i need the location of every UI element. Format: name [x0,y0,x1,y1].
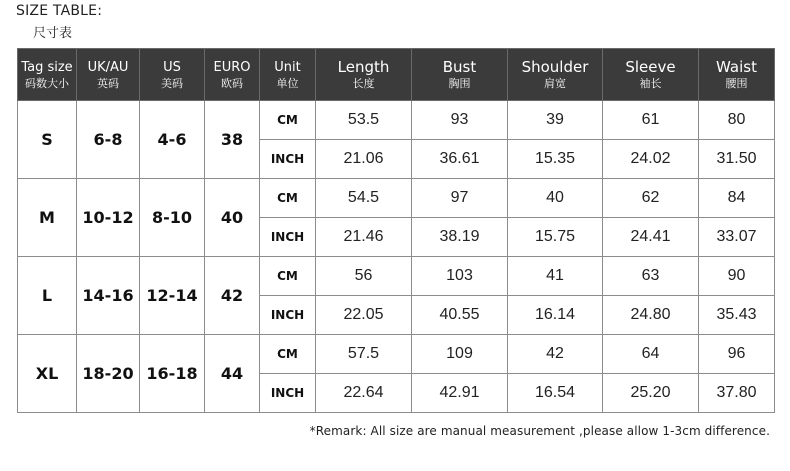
waist-cell: 35.43 [699,296,775,335]
size-table [17,48,775,413]
euro-cell: 40 [205,179,260,257]
tag-size-cell: L [18,257,77,335]
shoulder-cell: 15.35 [508,140,603,179]
header-label-zh: 码数大小 [25,76,69,90]
tag-size-cell: M [18,179,77,257]
header-label-zh: 肩宽 [544,77,566,90]
header-sleeve [603,49,699,101]
tag-size-cell: XL [18,335,77,413]
unit-cell: INCH [260,374,316,413]
bust-cell: 109 [412,335,508,374]
header-label: Sleeve [625,58,676,76]
euro-cell: 44 [205,335,260,413]
length-cell: 22.05 [316,296,412,335]
header-label-zh: 单位 [276,76,299,90]
shoulder-cell: 40 [508,179,603,218]
shoulder-cell: 41 [508,257,603,296]
table-row [18,335,775,374]
page-title: SIZE TABLE: [16,3,103,19]
uk-au-cell: 6-8 [77,101,140,179]
length-cell: 21.06 [316,140,412,179]
waist-cell: 96 [699,335,775,374]
sleeve-cell: 25.20 [603,374,699,413]
shoulder-cell: 15.75 [508,218,603,257]
header-label: EURO [213,59,251,75]
header-label: Unit [274,59,301,75]
waist-cell: 80 [699,101,775,140]
uk-au-cell: 10-12 [77,179,140,257]
unit-cell: CM [260,257,316,296]
header-length [316,49,412,101]
uk-au-cell: 18-20 [77,335,140,413]
header-label-zh: 长度 [352,77,375,90]
shoulder-cell: 16.14 [508,296,603,335]
shoulder-cell: 16.54 [508,374,603,413]
bust-cell: 38.19 [412,218,508,257]
us-cell: 4-6 [140,101,205,179]
header-label: UK/AU [87,59,129,75]
sleeve-cell: 24.41 [603,218,699,257]
header-label-zh: 腰围 [725,77,748,90]
header-unit [260,49,316,101]
waist-cell: 31.50 [699,140,775,179]
us-cell: 8-10 [140,179,205,257]
header-tag-size [18,49,77,101]
euro-cell: 38 [205,101,260,179]
shoulder-cell: 42 [508,335,603,374]
header-label: Shoulder [521,58,589,76]
bust-cell: 40.55 [412,296,508,335]
length-cell: 53.5 [316,101,412,140]
length-cell: 21.46 [316,218,412,257]
header-bust [412,49,508,101]
remark-text: *Remark: All size are manual measurement ,please allow 1-3cm difference. [309,424,770,438]
header-label-zh: 胸围 [448,77,471,90]
us-cell: 12-14 [140,257,205,335]
sleeve-cell: 63 [603,257,699,296]
header-row [18,49,775,101]
table-row [18,257,775,296]
table-row [18,179,775,218]
length-cell: 54.5 [316,179,412,218]
header-label-zh: 美码 [161,76,183,90]
waist-cell: 84 [699,179,775,218]
header-label: Bust [442,58,477,76]
unit-cell: CM [260,335,316,374]
sleeve-cell: 24.80 [603,296,699,335]
header-uk-au [77,49,140,101]
header-waist [699,49,775,101]
unit-cell: INCH [260,296,316,335]
waist-cell: 90 [699,257,775,296]
header-label: Waist [716,58,757,76]
uk-au-cell: 14-16 [77,257,140,335]
sleeve-cell: 24.02 [603,140,699,179]
unit-cell: INCH [260,218,316,257]
table-row [18,101,775,140]
header-label-zh: 袖长 [639,77,662,90]
page-subtitle: 尺寸表 [33,26,73,41]
bust-cell: 93 [412,101,508,140]
length-cell: 57.5 [316,335,412,374]
euro-cell: 42 [205,257,260,335]
shoulder-cell: 39 [508,101,603,140]
header-label: Length [337,58,390,76]
header-euro [205,49,260,101]
header-us [140,49,205,101]
header-label-zh: 欧码 [221,76,243,90]
tag-size-cell: S [18,101,77,179]
unit-cell: CM [260,101,316,140]
bust-cell: 36.61 [412,140,508,179]
header-label-zh: 英码 [97,76,119,90]
bust-cell: 97 [412,179,508,218]
us-cell: 16-18 [140,335,205,413]
sleeve-cell: 62 [603,179,699,218]
bust-cell: 103 [412,257,508,296]
bust-cell: 42.91 [412,374,508,413]
sleeve-cell: 64 [603,335,699,374]
sleeve-cell: 61 [603,101,699,140]
length-cell: 56 [316,257,412,296]
header-shoulder [508,49,603,101]
waist-cell: 37.80 [699,374,775,413]
length-cell: 22.64 [316,374,412,413]
header-label: US [163,59,181,75]
unit-cell: INCH [260,140,316,179]
waist-cell: 33.07 [699,218,775,257]
header-label: Tag size [21,59,73,75]
unit-cell: CM [260,179,316,218]
